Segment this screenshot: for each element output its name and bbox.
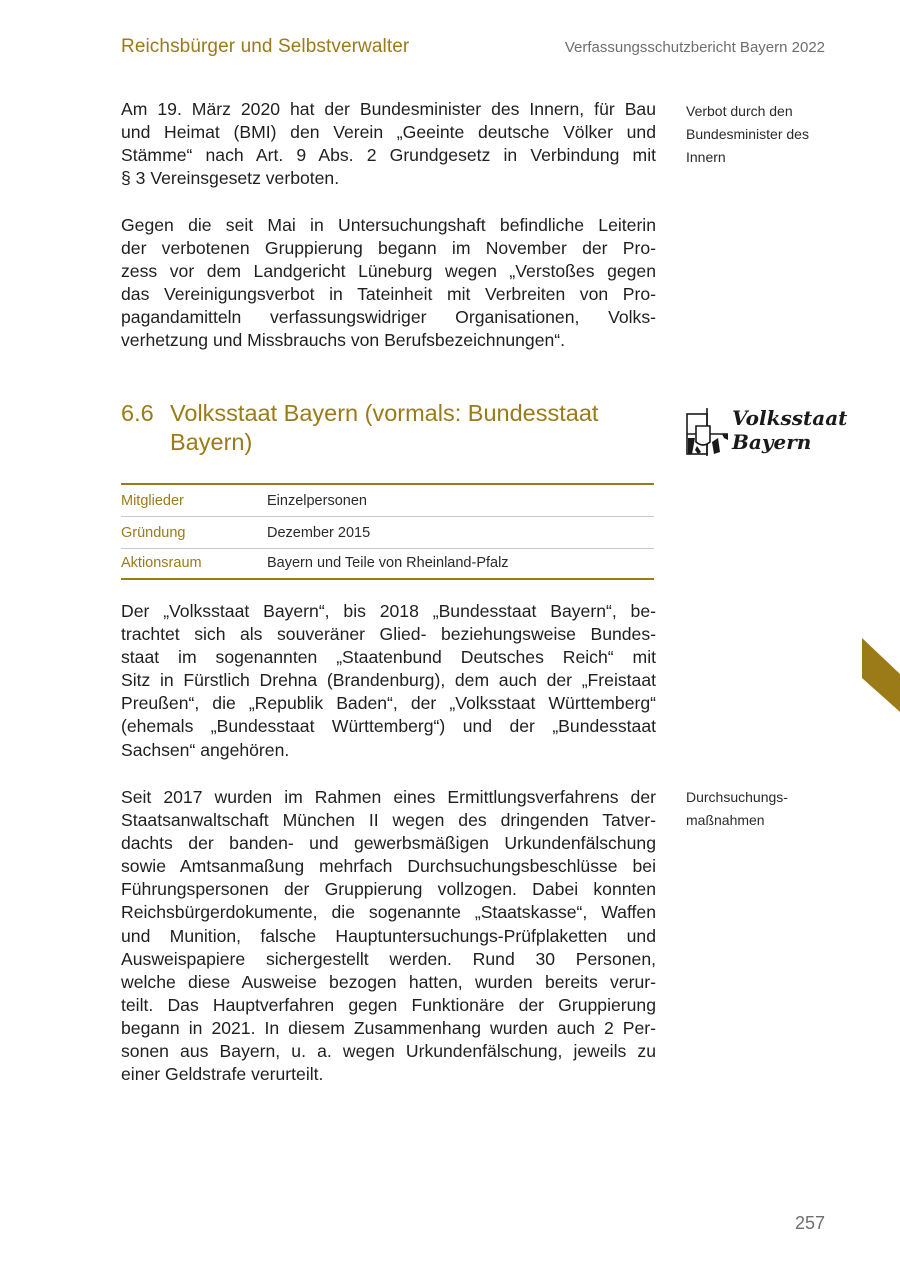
row-value: Einzelpersonen [267,493,367,509]
margin-note-searches [686,786,846,832]
text-line: und Heimat (BMI) den Verein „Geeinte deutsche Völker und [121,122,656,143]
row-key: Gründung [121,525,186,541]
table-row [121,548,654,578]
text-line: sonen aus Bayern, u. a. wegen Urkundenfälschung, jeweils zu [121,1041,656,1062]
logo-wordmark [732,406,847,454]
margin-note-ban [686,100,846,169]
table-row [121,516,654,548]
section-title-line: Volksstaat Bayern (vormals: Bundesstaat [170,400,599,426]
chapter-edge-tab [862,638,900,712]
text-line: sowie Amtsanmaßung mehrfach Durchsuchungsbeschlüsse bei [121,856,656,877]
paragraph-ban [121,98,656,190]
text-line: Am 19. März 2020 hat der Bundesminister des Innern, für Bau [121,99,656,119]
coat-of-arms-icon [686,404,730,458]
page-number: 257 [794,1213,825,1233]
text-line: (ehemals „Bundesstaat Württemberg“) und der „Bundesstaat [121,716,656,737]
text-line: staat im sogenannten „Staatenbund Deutsches Reich“ mit [121,647,656,668]
text-line: verhetzung und Missbrauchs von Berufsbezeichnungen“. [121,330,566,351]
text-line: das Vereinigungsverbot in Tateinheit mit Verbreiten von Pro- [121,284,656,305]
paragraph-searches [121,786,656,1086]
margin-note-line: Durchsuchungs- [686,789,788,805]
row-key: Mitglieder [121,493,184,509]
text-line: zess vor dem Landgericht Lüneburg wegen „Verstoßes gegen [121,261,656,282]
margin-note-line: Verbot durch den [686,103,793,119]
row-value: Dezember 2015 [267,525,371,541]
info-table [121,483,654,580]
text-line: Preußen“, die „Republik Baden“, der „Volksstaat Württemberg“ [121,693,656,714]
text-line: § 3 Vereinsgesetz verboten. [121,168,340,189]
running-header-chapter: Reichsbürger und Selbstverwalter [121,36,410,57]
text-line: dachts der banden- und gewerbsmäßigen Urkundenfälschung [121,833,656,854]
row-key: Aktionsraum [121,555,202,571]
volksstaat-bayern-logo [686,404,848,460]
text-line: welche diese Ausweise bezogen hatten, wurden bereits verur- [121,971,656,992]
running-header-publication: Verfassungsschutzbericht Bayern 2022 [564,39,825,56]
logo-line: Volksstaat [732,406,848,430]
paragraph-trial [121,214,656,353]
text-line: der verbotenen Gruppierung begann im November der Pro- [121,238,656,259]
section-title [170,399,650,456]
text-line: Der „Volksstaat Bayern“, bis 2018 „Bundesstaat Bayern“, be- [121,601,656,621]
paragraph-description [121,600,656,762]
margin-note-line: maßnahmen [686,812,765,828]
text-line: Ausweispapiere sichergestellt werden. Rund 30 Personen, [121,948,656,969]
section-title-line: Bayern) [170,428,253,455]
section-number: 6.6 [121,400,154,426]
row-value: Bayern und Teile von Rheinland-Pfalz [267,555,509,571]
text-line: einer Geldstrafe verurteilt. [121,1064,324,1085]
text-line: trachtet sich als souveräner Glied- beziehungsweise Bundes- [121,624,656,645]
text-line: Führungspersonen der Gruppierung vollzogen. Dabei konnten [121,879,656,900]
margin-note-line: Innern [686,149,726,165]
text-line: Stämme“ nach Art. 9 Abs. 2 Grundgesetz in Verbindung mit [121,145,656,166]
text-line: Sachsen“ angehören. [121,739,290,760]
logo-line: Bayern [732,430,812,454]
text-line: und Munition, falsche Hauptuntersuchungs-Prüfplaketten und [121,925,656,946]
text-line: begann in 2021. In diesem Zusammenhang wurden auch 2 Per- [121,1017,656,1038]
text-line: teilt. Das Hauptverfahren gegen Funktionäre der Gruppierung [121,994,656,1015]
text-line: Gegen die seit Mai in Untersuchungshaft befindliche Leiterin [121,215,656,235]
text-line: pagandamitteln verfassungswidriger Organisationen, Volks- [121,307,656,328]
text-line: Seit 2017 wurden im Rahmen eines Ermittlungsverfahrens der [121,787,656,807]
text-line: Staatsanwaltschaft München II wegen des dringenden Tatver- [121,810,656,831]
text-line: Sitz in Fürstlich Drehna (Brandenburg), dem auch der „Freistaat [121,670,656,691]
margin-note-line: Bundesminister des [686,126,809,142]
text-line: Reichsbürgerdokumente, die sogenannte „Staatskasse“, Waffen [121,902,656,923]
table-row [121,485,654,516]
